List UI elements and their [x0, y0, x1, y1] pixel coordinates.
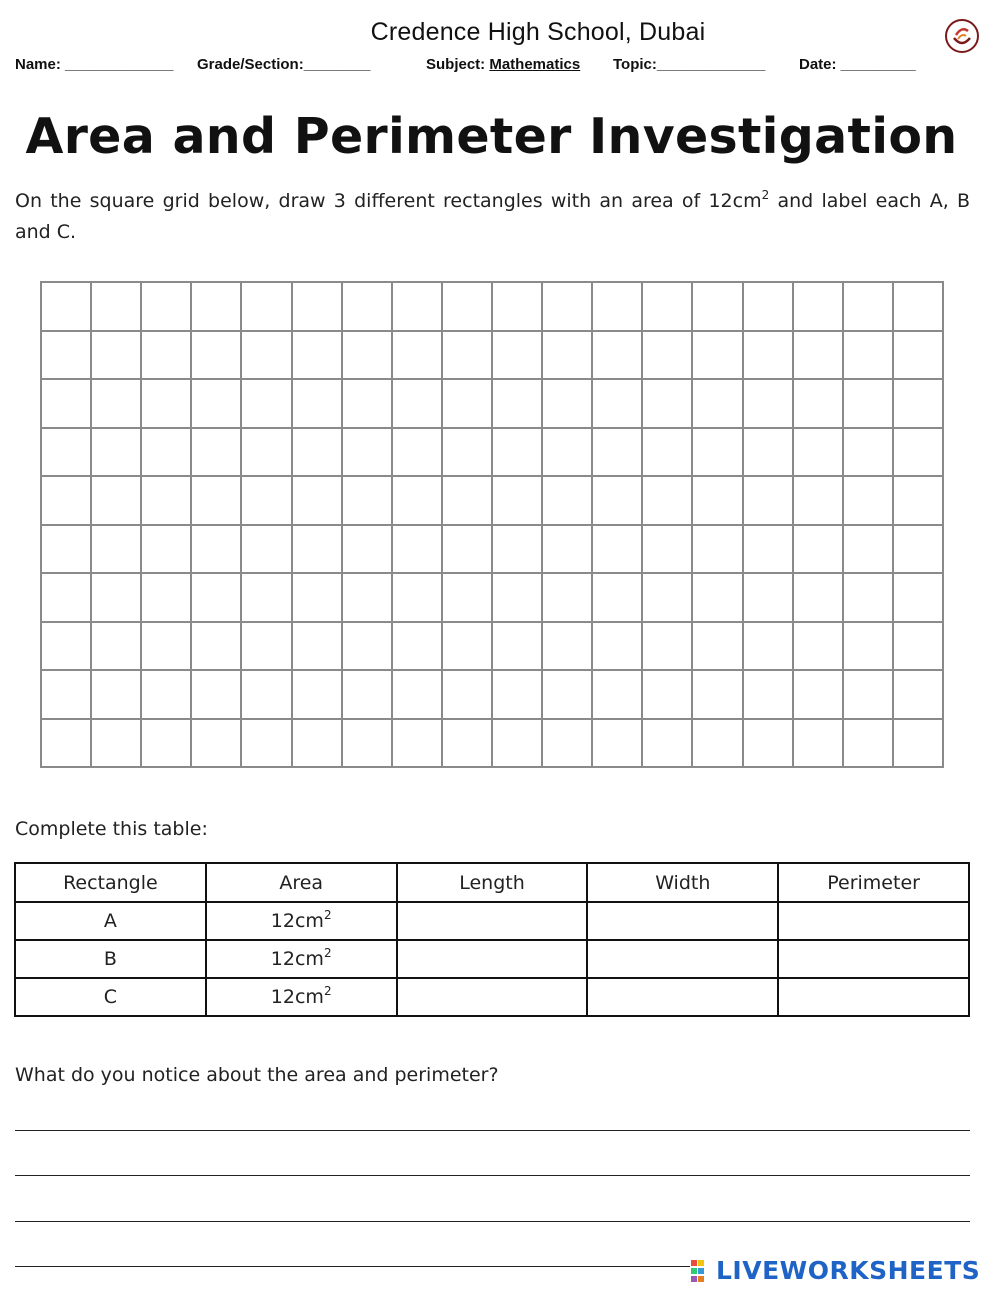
grid-cell[interactable] — [343, 526, 393, 575]
length-input-cell[interactable] — [397, 902, 588, 940]
grid-cell[interactable] — [493, 671, 543, 720]
grid-cell[interactable] — [643, 623, 693, 672]
grid-cell[interactable] — [443, 477, 493, 526]
grid-cell[interactable] — [242, 429, 292, 478]
instruction-part-2: and label each A, B and C. — [15, 190, 970, 243]
width-input-cell[interactable] — [587, 978, 778, 1016]
grid-cell[interactable] — [92, 477, 142, 526]
grade-section-field[interactable]: Grade/Section:________ — [197, 56, 371, 73]
grid-cell[interactable] — [343, 477, 393, 526]
subject-field — [426, 56, 580, 73]
grid-cell[interactable] — [242, 720, 292, 769]
grid-cell[interactable] — [293, 623, 343, 672]
grid-cell[interactable] — [242, 477, 292, 526]
area-cell — [206, 978, 397, 1016]
grid-cell[interactable] — [142, 283, 192, 332]
grid-cell[interactable] — [293, 332, 343, 381]
grid-cell[interactable] — [393, 380, 443, 429]
grid-cell[interactable] — [293, 671, 343, 720]
grid-cell[interactable] — [493, 720, 543, 769]
grid-cell[interactable] — [693, 526, 743, 575]
grid-cell[interactable] — [92, 671, 142, 720]
grid-cell[interactable] — [593, 671, 643, 720]
grid-cell[interactable] — [543, 623, 593, 672]
grid-cell[interactable] — [142, 526, 192, 575]
grid-cell[interactable] — [543, 671, 593, 720]
header-area: Area — [206, 863, 397, 902]
grid-cell[interactable] — [593, 720, 643, 769]
grid-cell[interactable] — [242, 623, 292, 672]
grid-cell[interactable] — [794, 283, 844, 332]
grid-cell[interactable] — [844, 429, 894, 478]
grid-cell[interactable] — [693, 623, 743, 672]
grid-cell[interactable] — [894, 623, 944, 672]
grid-cell[interactable] — [543, 283, 593, 332]
grid-cell[interactable] — [593, 623, 643, 672]
length-input-cell[interactable] — [397, 978, 588, 1016]
grid-cell[interactable] — [493, 574, 543, 623]
grid-cell[interactable] — [242, 332, 292, 381]
grid-cell[interactable] — [844, 477, 894, 526]
grid-cell[interactable] — [142, 429, 192, 478]
grid-cell[interactable] — [794, 526, 844, 575]
area-superscript: 2 — [323, 984, 332, 998]
answer-line[interactable] — [15, 1175, 970, 1176]
grid-cell[interactable] — [844, 671, 894, 720]
grid-cell[interactable] — [844, 574, 894, 623]
grid-cell[interactable] — [894, 720, 944, 769]
grid-cell[interactable] — [393, 477, 443, 526]
grid-cell[interactable] — [543, 477, 593, 526]
worksheet-title: Area and Perimeter Investigation — [25, 108, 958, 165]
grid-cell[interactable] — [142, 720, 192, 769]
grid-cell[interactable] — [693, 332, 743, 381]
grid-cell[interactable] — [744, 429, 794, 478]
grid-cell[interactable] — [693, 283, 743, 332]
grid-cell[interactable] — [744, 380, 794, 429]
grid-cell[interactable] — [42, 477, 92, 526]
area-value: 12cm — [270, 986, 324, 1008]
grid-cell[interactable] — [794, 720, 844, 769]
grid-cell[interactable] — [593, 429, 643, 478]
grid-cell[interactable] — [894, 429, 944, 478]
grid-cell[interactable] — [543, 332, 593, 381]
grid-cell[interactable] — [794, 671, 844, 720]
grid-cell[interactable] — [393, 574, 443, 623]
grid-cell[interactable] — [443, 574, 493, 623]
name-field[interactable]: Name: _____________ — [15, 56, 174, 73]
grid-cell[interactable] — [493, 332, 543, 381]
grid-cell[interactable] — [593, 574, 643, 623]
header-width: Width — [587, 863, 778, 902]
grid-cell[interactable] — [744, 574, 794, 623]
rectangle-table — [14, 862, 970, 1017]
grid-cell[interactable] — [443, 332, 493, 381]
liveworksheets-wordmark: LIVEWORKSHEETS — [716, 1256, 981, 1285]
grid-cell[interactable] — [794, 429, 844, 478]
instruction-superscript: 2 — [761, 188, 770, 202]
grid-cell[interactable] — [192, 429, 242, 478]
grid-cell[interactable] — [443, 671, 493, 720]
grid-cell[interactable] — [593, 526, 643, 575]
grid-cell[interactable] — [643, 574, 693, 623]
grid-cell[interactable] — [343, 623, 393, 672]
grid-cell[interactable] — [593, 332, 643, 381]
grid-cell[interactable] — [493, 623, 543, 672]
grid-cell[interactable] — [443, 429, 493, 478]
grid-cell[interactable] — [343, 283, 393, 332]
header-rectangle: Rectangle — [15, 863, 206, 902]
grid-cell[interactable] — [894, 477, 944, 526]
grid-cell[interactable] — [794, 380, 844, 429]
grid-cell[interactable] — [293, 574, 343, 623]
grid-cell[interactable] — [242, 283, 292, 332]
liveworksheets-logo-icon — [690, 1259, 716, 1283]
length-input-cell[interactable] — [397, 940, 588, 978]
grid-cell[interactable] — [844, 332, 894, 381]
grid-cell[interactable] — [794, 623, 844, 672]
area-superscript: 2 — [323, 946, 332, 960]
grid-cell[interactable] — [92, 283, 142, 332]
grid-cell[interactable] — [142, 671, 192, 720]
grid-cell[interactable] — [343, 720, 393, 769]
rectangle-cell: B — [15, 940, 206, 978]
header-perimeter: Perimeter — [778, 863, 969, 902]
grid-cell[interactable] — [142, 380, 192, 429]
school-name: Credence High School, Dubai — [370, 18, 706, 46]
answer-line[interactable] — [15, 1130, 970, 1131]
grid-cell[interactable] — [643, 671, 693, 720]
grid-cell[interactable] — [92, 332, 142, 381]
grid-cell[interactable] — [293, 429, 343, 478]
width-input-cell[interactable] — [587, 902, 778, 940]
width-input-cell[interactable] — [587, 940, 778, 978]
area-superscript: 2 — [323, 908, 332, 922]
rectangle-cell: A — [15, 902, 206, 940]
header-length: Length — [397, 863, 588, 902]
grid-cell[interactable] — [92, 380, 142, 429]
grid-cell[interactable] — [643, 380, 693, 429]
grid-cell[interactable] — [693, 477, 743, 526]
grid-cell[interactable] — [543, 574, 593, 623]
grid-cell[interactable] — [242, 380, 292, 429]
grid-cell[interactable] — [543, 526, 593, 575]
grid-cell[interactable] — [744, 332, 794, 381]
grid-cell[interactable] — [242, 526, 292, 575]
grid-cell[interactable] — [192, 671, 242, 720]
square-grid[interactable] — [40, 281, 944, 768]
grid-cell[interactable] — [844, 283, 894, 332]
grid-cell[interactable] — [142, 332, 192, 381]
area-value: 12cm — [270, 910, 324, 932]
grid-cell[interactable] — [443, 526, 493, 575]
grid-cell[interactable] — [393, 332, 443, 381]
grid-cell[interactable] — [443, 720, 493, 769]
grid-cell[interactable] — [643, 526, 693, 575]
grid-cell[interactable] — [92, 526, 142, 575]
grid-cell[interactable] — [393, 623, 443, 672]
liveworksheets-badge[interactable] — [690, 1256, 988, 1286]
grid-cell[interactable] — [42, 283, 92, 332]
grid-cell[interactable] — [92, 720, 142, 769]
grid-cell[interactable] — [744, 623, 794, 672]
rectangle-cell: C — [15, 978, 206, 1016]
grid-cell[interactable] — [794, 574, 844, 623]
grid-cell[interactable] — [192, 574, 242, 623]
table-intro: Complete this table: — [15, 818, 208, 840]
area-cell — [206, 940, 397, 978]
grid-cell[interactable] — [42, 671, 92, 720]
grid-cell[interactable] — [744, 720, 794, 769]
grid-cell[interactable] — [393, 429, 443, 478]
table-row — [15, 978, 969, 1016]
table-row — [15, 940, 969, 978]
grid-cell[interactable] — [142, 477, 192, 526]
school-logo-icon — [944, 18, 980, 54]
grid-cell[interactable] — [744, 283, 794, 332]
subject-value: Mathematics — [489, 56, 581, 73]
grid-cell[interactable] — [192, 283, 242, 332]
grid-cell[interactable] — [343, 380, 393, 429]
grid-cell[interactable] — [293, 720, 343, 769]
perimeter-input-cell[interactable] — [778, 902, 969, 940]
grid-cell[interactable] — [693, 429, 743, 478]
grid-cell[interactable] — [894, 526, 944, 575]
grid-cell[interactable] — [42, 623, 92, 672]
grid-cell[interactable] — [293, 283, 343, 332]
grid-cell[interactable] — [242, 671, 292, 720]
grid-cell[interactable] — [894, 332, 944, 381]
perimeter-input-cell[interactable] — [778, 978, 969, 1016]
grid-cell[interactable] — [343, 429, 393, 478]
grid-cell[interactable] — [92, 574, 142, 623]
grid-cell[interactable] — [142, 574, 192, 623]
grid-cell[interactable] — [693, 380, 743, 429]
grid-cell[interactable] — [393, 526, 443, 575]
grid-cell[interactable] — [42, 574, 92, 623]
grid-cell[interactable] — [493, 477, 543, 526]
grid-cell[interactable] — [794, 332, 844, 381]
grid-cell[interactable] — [643, 720, 693, 769]
grid-cell[interactable] — [42, 526, 92, 575]
grid-cell[interactable] — [343, 332, 393, 381]
grid-cell[interactable] — [192, 477, 242, 526]
date-field[interactable]: Date: _________ — [799, 56, 916, 73]
reflection-question: What do you notice about the area and perimeter? — [15, 1064, 499, 1086]
grid-cell[interactable] — [293, 477, 343, 526]
grid-cell[interactable] — [42, 380, 92, 429]
grid-cell[interactable] — [693, 574, 743, 623]
grid-cell[interactable] — [343, 574, 393, 623]
grid-cell[interactable] — [744, 477, 794, 526]
grid-cell[interactable] — [493, 526, 543, 575]
grid-cell[interactable] — [693, 720, 743, 769]
grid-cell[interactable] — [894, 380, 944, 429]
grid-cell[interactable] — [293, 526, 343, 575]
grid-cell[interactable] — [593, 283, 643, 332]
grid-cell[interactable] — [393, 283, 443, 332]
grid-cell[interactable] — [192, 623, 242, 672]
instruction-part-1: On the square grid below, draw 3 different rectangles with an area of 12cm — [15, 190, 762, 212]
topic-field[interactable]: Topic:_____________ — [613, 56, 766, 73]
instruction-text — [15, 186, 970, 248]
grid-cell[interactable] — [443, 623, 493, 672]
grid-cell[interactable] — [92, 623, 142, 672]
grid-cell[interactable] — [894, 283, 944, 332]
grid-cell[interactable] — [593, 380, 643, 429]
grid-cell[interactable] — [643, 332, 693, 381]
perimeter-input-cell[interactable] — [778, 940, 969, 978]
table-header-row — [15, 863, 969, 902]
grid-cell[interactable] — [42, 429, 92, 478]
grid-cell[interactable] — [192, 720, 242, 769]
grid-cell[interactable] — [493, 380, 543, 429]
grid-cell[interactable] — [142, 623, 192, 672]
grid-cell[interactable] — [794, 477, 844, 526]
grid-cell[interactable] — [293, 380, 343, 429]
grid-cell[interactable] — [894, 671, 944, 720]
grid-cell[interactable] — [643, 477, 693, 526]
grid-cell[interactable] — [42, 332, 92, 381]
answer-line[interactable] — [15, 1266, 690, 1267]
area-value: 12cm — [270, 948, 324, 970]
grid-cell[interactable] — [543, 380, 593, 429]
grid-cell[interactable] — [343, 671, 393, 720]
grid-cell[interactable] — [192, 526, 242, 575]
grid-cell[interactable] — [744, 671, 794, 720]
grid-cell[interactable] — [493, 429, 543, 478]
grid-cell[interactable] — [844, 623, 894, 672]
grid-cell[interactable] — [844, 380, 894, 429]
grid-cell[interactable] — [844, 526, 894, 575]
grid-cell[interactable] — [493, 283, 543, 332]
grid-cell[interactable] — [643, 429, 693, 478]
area-cell — [206, 902, 397, 940]
grid-cell[interactable] — [693, 671, 743, 720]
grid-cell[interactable] — [42, 720, 92, 769]
grid-cell[interactable] — [192, 380, 242, 429]
subject-label: Subject: — [426, 56, 490, 73]
grid-cell[interactable] — [393, 720, 443, 769]
grid-cell[interactable] — [744, 526, 794, 575]
grid-cell[interactable] — [443, 283, 493, 332]
grid-cell[interactable] — [543, 429, 593, 478]
grid-cell[interactable] — [894, 574, 944, 623]
grid-cell[interactable] — [593, 477, 643, 526]
grid-cell[interactable] — [393, 671, 443, 720]
grid-cell[interactable] — [543, 720, 593, 769]
grid-cell[interactable] — [443, 380, 493, 429]
grid-cell[interactable] — [242, 574, 292, 623]
table-row — [15, 902, 969, 940]
answer-line[interactable] — [15, 1221, 970, 1222]
grid-cell[interactable] — [92, 429, 142, 478]
grid-cell[interactable] — [192, 332, 242, 381]
grid-cell[interactable] — [844, 720, 894, 769]
grid-cell[interactable] — [643, 283, 693, 332]
